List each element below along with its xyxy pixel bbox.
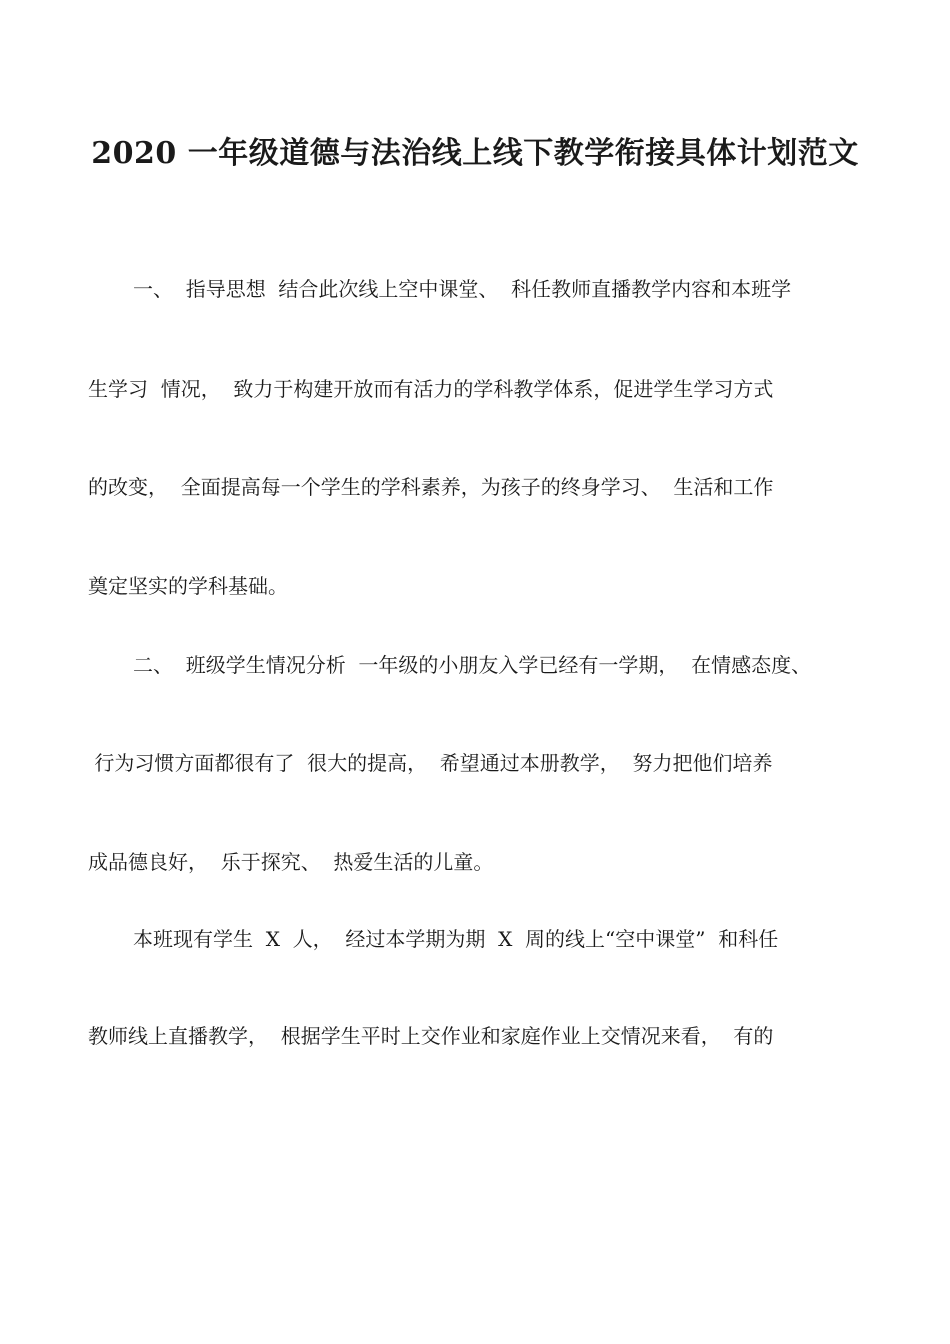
document-title: 2020 一年级道德与法治线上线下教学衔接具体计划范文 <box>91 136 859 171</box>
paragraph-line: 行为习惯方面都很有了 很大的提高， 希望通过本册教学， 努力把他们培养 <box>88 751 773 775</box>
paragraph-line: 教师线上直播教学， 根据学生平时上交作业和家庭作业上交情况来看， 有的 <box>88 1024 774 1048</box>
paragraph-line: 生学习 情况， 致力于构建开放而有活力的学科教学体系，促进学生学习方式 <box>88 377 774 401</box>
paragraph-line: 成品德良好， 乐于探究、 热爱生活的儿童。 <box>88 850 494 874</box>
paragraph-line: 二、 班级学生情况分析 一年级的小朋友入学已经有一学期， 在情感态度、 <box>133 653 812 677</box>
paragraph-line: 一、 指导思想 结合此次线上空中课堂、 科任教师直播教学内容和本班学 <box>133 277 792 301</box>
paragraph-line: 的改变， 全面提高每一个学生的学科素养，为孩子的终身学习、 生活和工作 <box>88 475 774 499</box>
paragraph-line: 奠定坚实的学科基础。 <box>88 574 288 598</box>
paragraph-line: 本班现有学生 X 人， 经过本学期为期 X 周的线上“空中课堂” 和科任 <box>133 927 779 951</box>
